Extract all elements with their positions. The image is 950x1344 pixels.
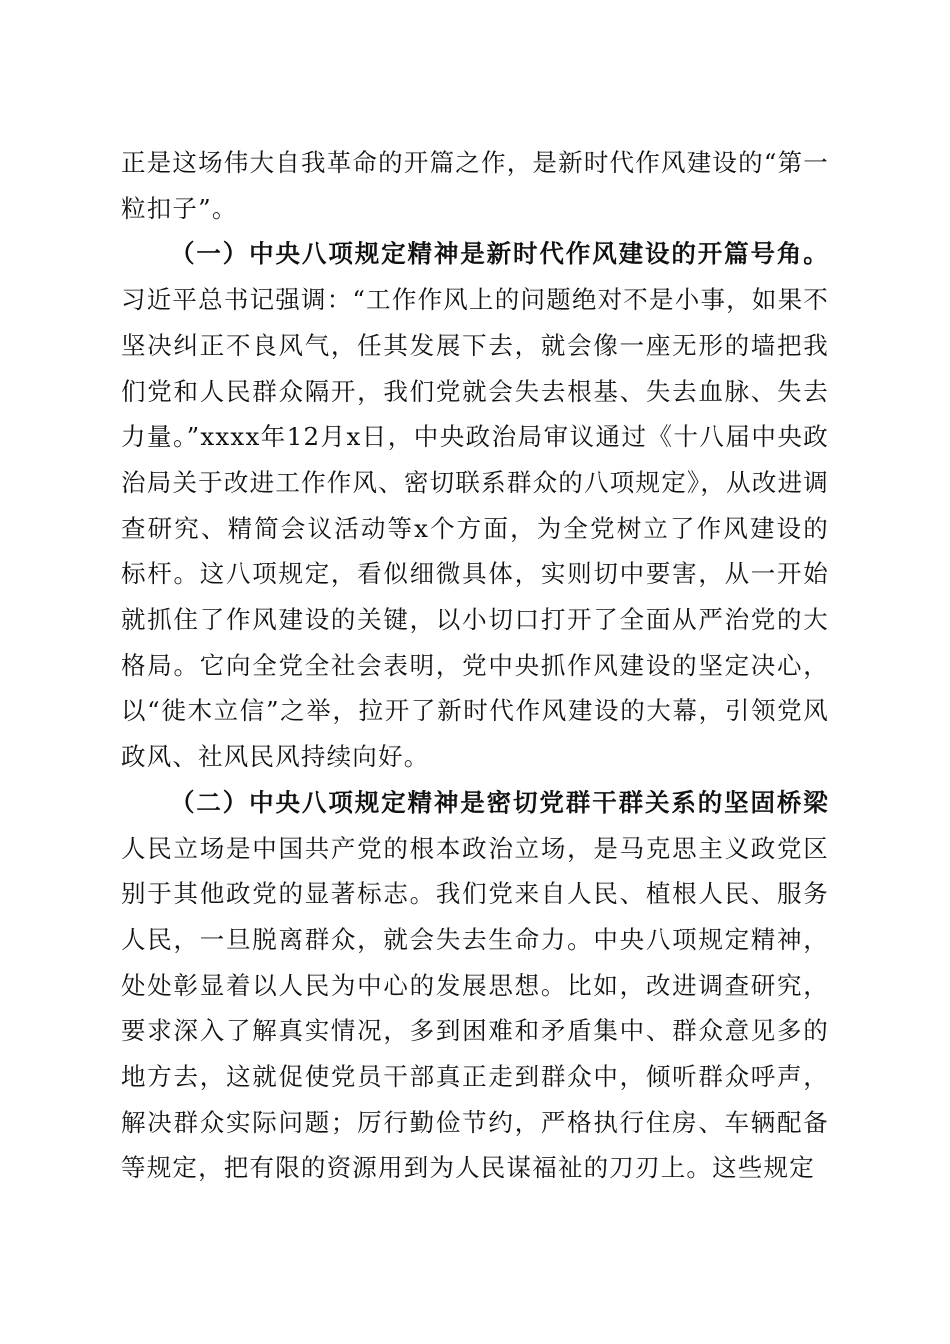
paragraph-section-one <box>121 231 829 779</box>
paragraph-section-two <box>121 780 829 1191</box>
paragraph-text: 习近平总书记强调：“工作作风上的问题绝对不是小事，如果不坚决纠正不良风气，任其发展下去，就会像一座无形的墙把我们党和人民群众隔开，我们党就会失去根基、失去血脉、失去力量。”xxxx年12月x日，中央政治局审议通过《十八届中央政治局关于改进工作作风、密切联系群众的八项规定》，从改进调查研究、精简会议活动等x个方面，为全党树立了作风建设的标杆。这八项规定，看似细微具体，实则切中要害，从一开始就抓住了作风建设的关键，以小切口打开了全面从严治党的大格局。它向全党全社会表明，党中央抓作风建设的坚定决心，以“徙木立信”之举，拉开了新时代作风建设的大幕，引领党风政风、社风民风持续向好。 <box>121 285 829 772</box>
paragraph-text: 人民立场是中国共产党的根本政治立场，是马克思主义政党区别于其他政党的显著标志。我们党来自人民、植根人民、服务人民，一旦脱离群众，就会失去生命力。中央八项规定精神，处处彰显着以人民为中心的发展思想。比如，改进调查研究，要求深入了解真实情况，多到困难和矛盾集中、群众意见多的地方去，这就促使党员干部真正走到群众中，倾听群众呼声，解决群众实际问题；厉行勤俭节约，严格执行住房、车辆配备等规定，把有限的资源用到为人民谋福祉的刀刃上。这些规定 <box>121 833 829 1183</box>
section-heading-one: （一）中央八项规定精神是新时代作风建设的开篇号角。 <box>170 239 829 269</box>
document-body <box>121 140 829 1191</box>
section-heading-two: （二）中央八项规定精神是密切党群干群关系的坚固桥梁 <box>170 787 829 817</box>
paragraph-continuation <box>121 140 829 231</box>
paragraph-text: 正是这场伟大自我革命的开篇之作，是新时代作风建设的“第一粒扣子”。 <box>121 148 829 223</box>
